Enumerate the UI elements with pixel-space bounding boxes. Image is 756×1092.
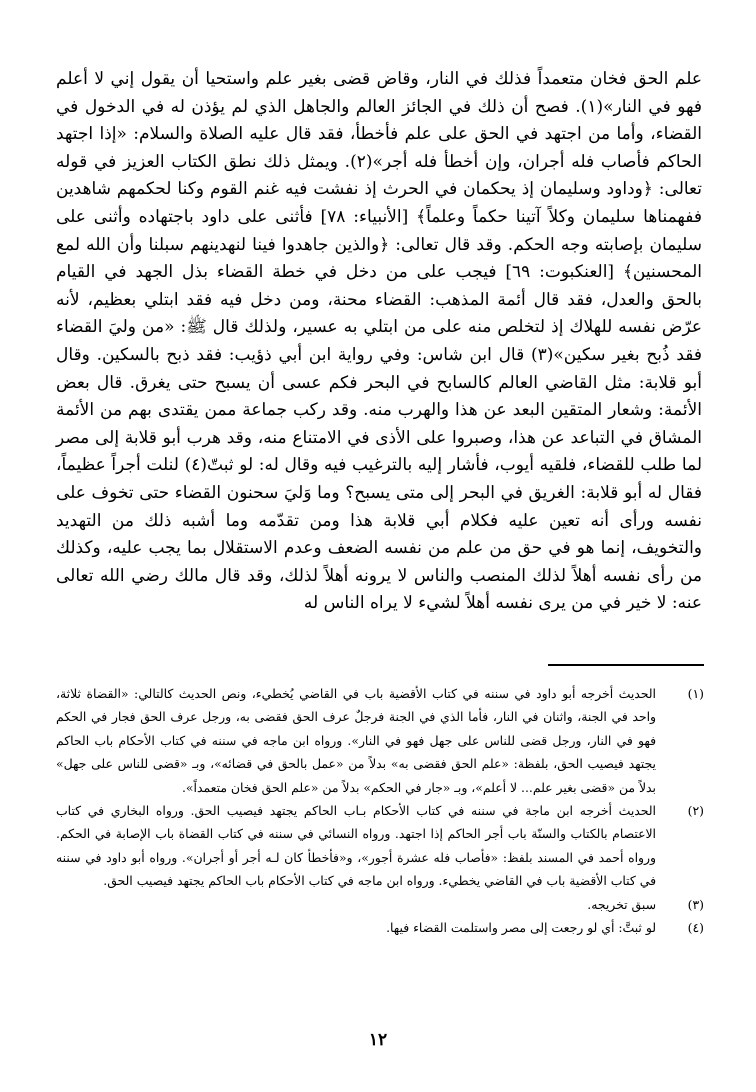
footnote [56,799,704,893]
body-paragraph: علم الحق فخان متعمداً فذلك في النار، وقاض قضى بغير علم واستحيا أن يقول إني لا أعلم فهو في النار»(١). فصح أن ذلك في الجائز العالم والجاهل الذي لم يؤذن له في الدخول في القضاء، وأما من اجتهد في الحق على علم فأخطأ، فقد قال عليه الصلاة والسلام: «إذا اجتهد الحاكم فأصاب فله أجران، وإن أخطأ فله أجر»(٢). ويمثل ذلك نطق الكتاب العزيز في قوله تعالى: ﴿وداود وسليمان إذ يحكمان في الحرث إذ نفشت فيه غنم القوم وكنا لحكمهم شاهدين ففهمناها سليمان وكلاً آتينا حكماً وعلماً﴾ [الأنبياء: ٧٨] فأثنى على داود باجتهاده وأثنى على سليمان بإصابته وجه الحكم. وقد قال تعالى: ﴿والذين جاهدوا فينا لنهدينهم سبلنا وأن الله لمع المحسنين﴾ [العنكبوت: ٦٩] فيجب على من دخل في خطة القضاء بذل الجهد في القيام بالحق والعدل، فقد قال أئمة المذهب: القضاء محنة، ومن دخل فيه فقد ابتلي بعظيم، لأنه عرّض نفسه للهلاك إذ لتخلص منه على من ابتلي به عسير، ولذلك قال ﷺ: «من وليَ القضاء فقد ذُبح بغير سكين»(٣) قال ابن شاس: وفي رواية ابن أبي ذؤيب: فقد ذبح بالسكين. وقال أبو قلابة: مثل القاضي العالم كالسابح في البحر فكم عسى أن يسبح حتى يغرق. قال بعض الأئمة: وشعار المتقين البعد عن هذا والهرب منه. وقد ركب جماعة ممن يقتدى بهم من الأئمة المشاق في التباعد عن هذا، وصبروا على الأذى في الامتناع منه، وقد هرب أبو قلابة إلى مصر لما طلب للقضاء، فلقيه أيوب، فأشار إليه بالترغيب فيه وقال له: لو ثبتّ(٤) لنلت أجراً عظيماً، فقال له أبو قلابة: الغريق في البحر إلى متى يسبح؟ وما وَليَ سحنون القضاء حتى تخوف على نفسه ورأى أنه تعين عليه فكلام أبي قلابة هذا ومن تقدّمه وما أشبه ذلك من التهديد والتخويف، إنما هو في حق من علم من نفسه الضعف وعدم الاستقلال بما يجب عليه، وكذلك من رأى نفسه أهلاً لذلك المنصب والناس لا يرونه أهلاً لذلك، وقد قال مالك رضي الله تعالى عنه: لا خير في من يرى نفسه أهلاً لشيء لا يراه الناس له [56,69,703,614]
footnote-text: سبق تخريجه. [587,896,656,912]
footnote-number: (٢) [687,803,704,819]
main-text [56,66,702,618]
footnote [56,893,704,916]
page-number: ١٢ [368,1030,388,1050]
footnotes [56,682,704,939]
footnote [56,682,704,799]
footnote-number: (٣) [687,896,704,912]
footnote-number: (٤) [687,920,704,936]
footnote-separator [548,664,704,666]
footnote [56,916,704,939]
footnote-number: (١) [687,686,704,701]
footnote-text: لو ثبتَّ: أي لو رجعت إلى مصر واستلمت القضاء فيها. [386,920,656,936]
footnote-text: الحديث أخرجه ابن ماجة في سننه في كتاب الأحكام بـاب الحاكم يجتهد فيصيب الحق. ورواه البخاري في كتاب الاعتصام بالكتاب والسنّة باب أجر الحاكم إذا اجتهد. ورواه النسائي في سننه في كتاب القضاة باب الإصابة في الحكم. ورواه أحمد في المسند بلفظ: «فأصاب فله عشرة أجور»، و«فأخطأ كان لـه أجر أو أجران». ورواه أبو داود في سننه في كتاب الأقضية باب في القاضي يخطيء. ورواه ابن ماجه في كتاب الأحكام باب الحاكم يجتهد فيصيب الحق. [56,803,656,889]
footnote-text: الحديث أخرجه أبو داود في سننه في كتاب الأقضية باب في القاضي يُخطيء، ونص الحديث كالتالي: «القضاة ثلاثة، واحد في الجنة، واثنان في النار، فأما الذي في الجنة فرجلٌ عرف الحق فقضى به، ورجل عرف الحق فجار في الحكم فهو في النار، ورجل قضى للناس على جهل فهو في النار». ورواه ابن ماجه في سننه في كتاب الأحكام باب الحاكم يجتهد فيصيب الحق، بلفظة: «علم الحق فقضى به» بدلاً من «عمل بالحق في قضائه»، وبـ «قضى للناس على جهل» بدلاً من «قضى بغير علم... لا أعلم»، وبـ «جار في الحكم» بدلاً من «علم الحق فخان متعمداً». [56,686,656,795]
